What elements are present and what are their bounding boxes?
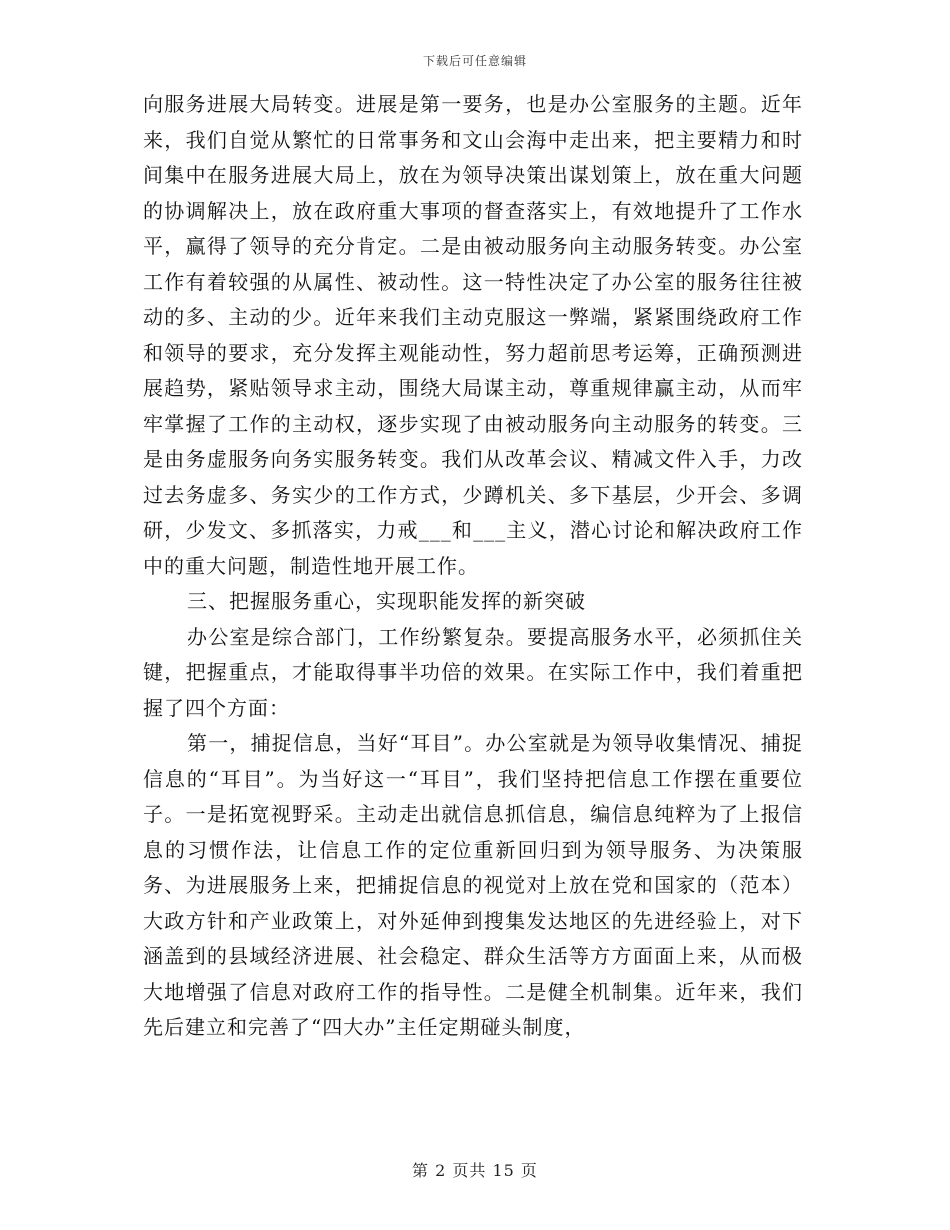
document-body [143, 87, 803, 1046]
page-header: 下载后可任意编辑 [422, 54, 527, 68]
page-number-footer: 第 2 页共 15 页 [412, 1161, 538, 1180]
paragraph: 第一，捕捉信息，当好“耳目”。办公室就是为领导收集情况、捕捉信息的“耳目”。为当好这一“耳目”，我们坚持把信息工作摆在重要位子。一是拓宽视野采。主动走出就信息抓信息，编信息纯粹为了上报信息的习惯作法，让信息工作的定位重新回归到为领导服务、为决策服务、为进展服务上来，把捕捉信息的视觉对上放在党和国家的（范本）大政方针和产业政策上，对外延伸到搜集发达地区的先进经验上，对下涵盖到的县域经济进展、社会稳定、群众生活等方方面面上来，从而极大地增强了信息对政府工作的指导性。二是健全机制集。近年来，我们先后建立和完善了“四大办”主任定期碰头制度， [143, 731, 803, 1039]
paragraph-continued: 向服务进展大局转变。进展是第一要务，也是办公室服务的主题。近年来，我们自觉从繁忙的日常事务和文山会海中走出来，把主要精力和时间集中在服务进展大局上，放在为领导决策出谋划策上，放在重大问题的协调解决上，放在政府重大事项的督查落实上，有效地提升了工作水平，赢得了领导的充分肯定。二是由被动服务向主动服务转变。办公室工作有着较强的从属性、被动性。这一特性决定了办公室的服务往往被动的多、主动的少。近年来我们主动克服这一弊端，紧紧围绕政府工作和领导的要求，充分发挥主观能动性，努力超前思考运筹，正确预测进展趋势，紧贴领导求主动，围绕大局谋主动，尊重规律赢主动，从而牢牢掌握了工作的主动权，逐步实现了由被动服务向主动服务的转变。三是由务虚服务向务实服务转变。我们从改革会议、精减文件入手，力改过去务虚多、务实少的工作方式，少蹲机关、多下基层，少开会、多调研，少发文、多抓落实，力戒___和___主义，潜心讨论和解决政府工作中的重大问题，制造性地开展工作。 [143, 92, 803, 578]
paragraph: 办公室是综合部门，工作纷繁复杂。要提高服务水平，必须抓住关键，把握重点，才能取得事半功倍的效果。在实际工作中，我们着重把握了四个方面： [143, 624, 803, 720]
section-heading: 三、把握服务重心，实现职能发挥的新突破 [187, 589, 586, 613]
